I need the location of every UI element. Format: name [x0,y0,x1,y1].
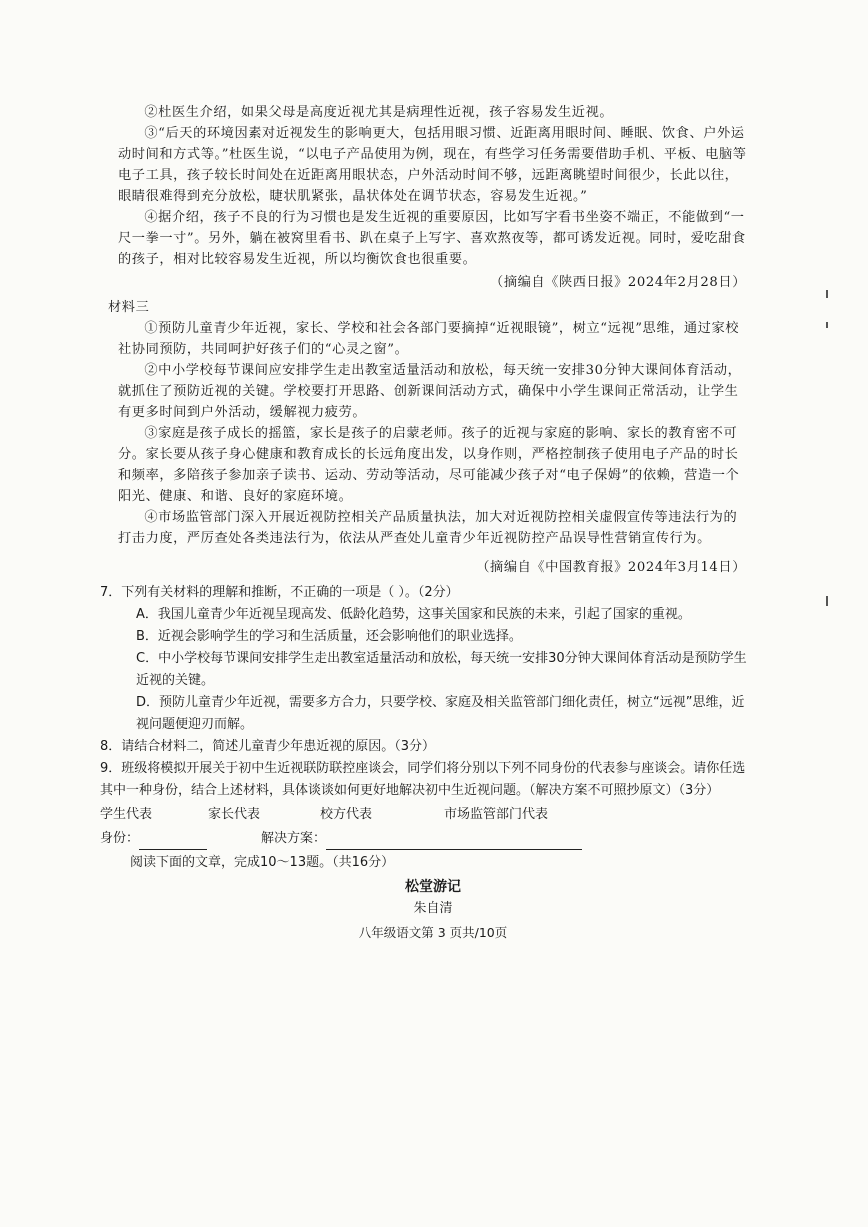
reading-intro: 阅读下面的文章，完成10～13题。（共16分） [130,855,395,870]
identity-label: 身份： [100,831,140,846]
question-8: 8．请结合材料二，简述儿童青少年患近视的原因。（3分） [100,739,436,754]
material3-paragraph-1: ①预防儿童青少年近视，家长、学校和社会各部门要摘掉“近视眼镜”，树立“远视”思维，通过家校社协同预防，共同呵护好孩子们的“心灵之窗”。 [118,321,740,357]
margin-mark [826,290,828,298]
material3-paragraph-3: ③家庭是孩子成长的摇篮，家长是孩子的启蒙老师。孩子的近视与家庭的影响、家长的教育密不可分。家长要从孩子身心健康和教育成长的长远角度出发，以身作则，严格控制孩子使用电子产品的时长和频率，多陪孩子参加亲子读书、运动、劳动等活动，尽可能减少孩子对“电子保姆”的依赖，营造一个阳光、健康、和谐、良好的家庭环境。 [118,426,740,504]
material2-source: （摘编自《陕西日报》2024年2月28日） [490,275,746,290]
question-7-option-d[interactable]: D．预防儿童青少年近视，需要多方合力，只要学校、家庭及相关监管部门细化责任，树立“远视”思维，近视问题便迎刃而解。 [136,695,745,732]
material3-paragraph-2: ②中小学校每节课间应安排学生走出教室适量活动和放松，每天统一安排30分钟大课间体育活动，就抓住了预防近视的关键。学校要打开思路、创新课间活动方式，确保中小学生课间正常活动，让学生有更多时间到户外活动，缓解视力疲劳。 [118,363,742,420]
solution-label: 解决方案： [261,831,327,846]
question-7-option-b[interactable]: B．近视会影响学生的学习和生活质量，还会影响他们的职业选择。 [136,629,522,644]
margin-mark [826,322,828,328]
identity-blank[interactable] [139,835,207,850]
exam-page [100,102,748,943]
material2-paragraph-3: ③“后天的环境因素对近视发生的影响更大，包括用眼习惯、近距离用眼时间、睡眠、饮食、户外运动时间和方式等。”杜医生说，“以电子产品使用为例，现在，有些学习任务需要借助手机、平板、电脑等电子工具，孩子较长时间处在近距离用眼状态，户外活动时间不够，远距离眺望时间很少，长此以往，眼睛很难得到充分放松，睫状肌紧张，晶状体处在调节状态，容易发生近视。” [118,126,747,204]
material3-paragraph-4: ④市场监管部门深入开展近视防控相关产品质量执法，加大对近视防控相关虚假宣传等违法行为的打击力度，严厉查处各类违法行为，依法从严查处儿童青少年近视防控产品误导性营销宣传行为。 [118,510,738,546]
role-parent[interactable]: 家长代表 [208,807,261,822]
answer-fill-row [100,828,748,850]
question-9: 9．班级将模拟开展关于初中生近视联防联控座谈会，同学们将分别以下列不同身份的代表参与座谈会。请你任选其中一种身份，结合上述材料，具体谈谈如何更好地解决初中生近视问题。（解决方案不可照抄原文）（3分） [100,761,746,798]
question-7-option-a[interactable]: A．我国儿童青少年近视呈现高发、低龄化趋势，这事关国家和民族的未来，引起了国家的重视。 [136,607,691,622]
role-school[interactable]: 校方代表 [320,807,373,822]
material3-source: （摘编自《中国教育报》2024年3月14日） [476,560,746,575]
material2-paragraph-4: ④据介绍，孩子不良的行为习惯也是发生近视的重要原因，比如写字看书坐姿不端正，不能做到“一尺一拳一寸”。另外，躺在被窝里看书、趴在桌子上写字、喜欢熬夜等，都可诱发近视。同时，爱吃甜食的孩子，相对比较容易发生近视，所以均衡饮食也很重要。 [118,210,746,267]
margin-mark [826,596,828,606]
solution-blank[interactable] [326,835,582,850]
article-author: 朱自清 [413,901,453,916]
role-student[interactable]: 学生代表 [100,807,153,822]
page-footer: 八年级语文第 3 页共/10页 [358,925,508,940]
material2-paragraph-2: ②杜医生介绍，如果父母是高度近视尤其是病理性近视，孩子容易发生近视。 [144,105,614,120]
role-market-regulator[interactable]: 市场监管部门代表 [444,807,549,822]
question-7-option-c[interactable]: C．中小学校每节课间安排学生走出教室适量活动和放松，每天统一安排30分钟大课间体育活动是预防学生近视的关键。 [136,651,747,688]
question-7: 7．下列有关材料的理解和推断，不正确的一项是（ ）。（2分） [100,585,459,600]
questions-section [100,582,748,850]
article-title: 松堂游记 [405,879,461,895]
material3-heading: 材料三 [108,300,150,315]
role-options [100,804,748,826]
